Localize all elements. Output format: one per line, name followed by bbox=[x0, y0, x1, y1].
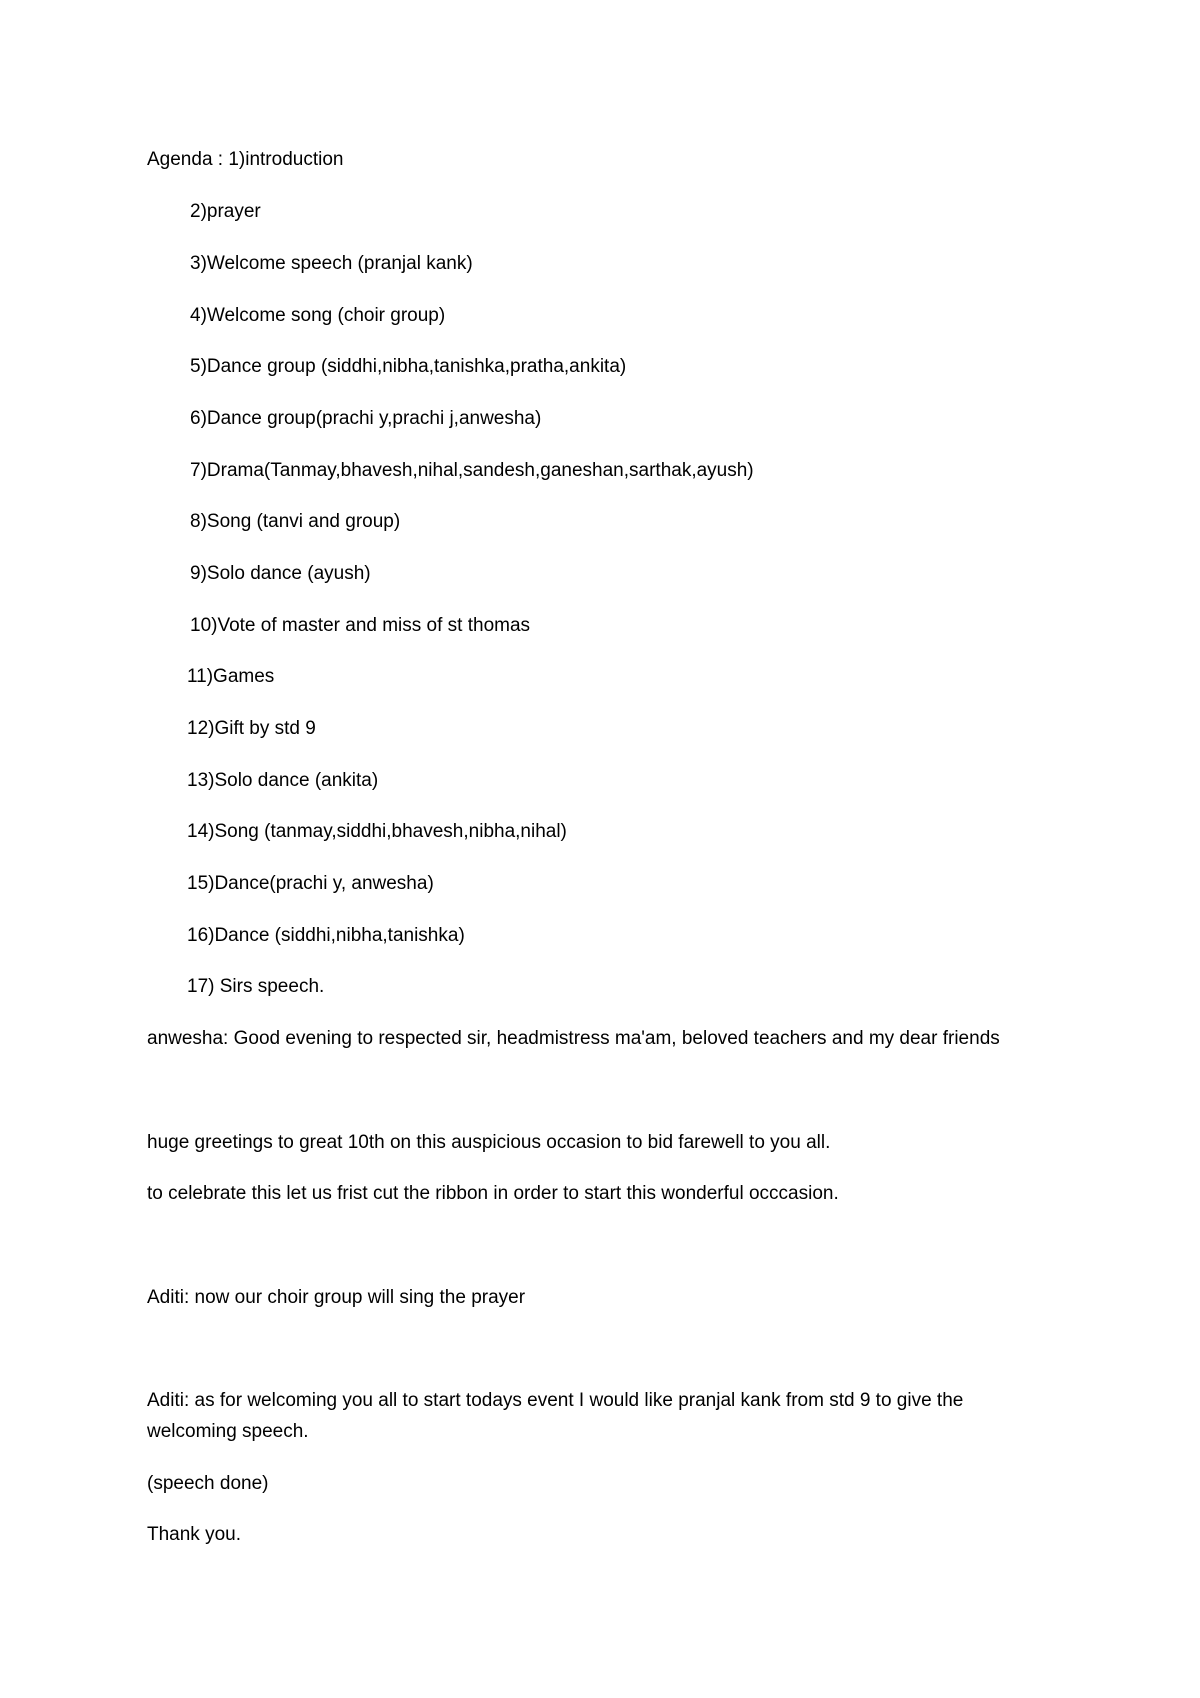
agenda-item: 10)Vote of master and miss of st thomas bbox=[190, 615, 531, 636]
agenda-item: 2)prayer bbox=[190, 201, 261, 222]
agenda-item: 7)Drama(Tanmay,bhavesh,nihal,sandesh,ganeshan,sarthak,ayush) bbox=[190, 460, 754, 481]
agenda-item: 4)Welcome song (choir group) bbox=[190, 305, 446, 326]
agenda-heading: Agenda : 1)introduction bbox=[147, 149, 344, 170]
agenda-item: 9)Solo dance (ayush) bbox=[190, 563, 371, 584]
agenda-item: 12)Gift by std 9 bbox=[187, 718, 316, 739]
paragraph: huge greetings to great 10th on this auspicious occasion to bid farewell to you all. bbox=[147, 1132, 831, 1153]
agenda-item: 5)Dance group (siddhi,nibha,tanishka,pratha,ankita) bbox=[190, 356, 627, 377]
paragraph: (speech done) bbox=[147, 1473, 269, 1494]
paragraph: to celebrate this let us frist cut the ribbon in order to start this wonderful occcasion. bbox=[147, 1183, 839, 1204]
agenda-item: 16)Dance (siddhi,nibha,tanishka) bbox=[187, 925, 465, 946]
agenda-item: 13)Solo dance (ankita) bbox=[187, 770, 379, 791]
agenda-item: 8)Song (tanvi and group) bbox=[190, 511, 401, 532]
paragraph: anwesha: Good evening to respected sir, headmistress ma'am, beloved teachers and my dear friends bbox=[147, 1028, 1000, 1049]
agenda-item: 3)Welcome speech (pranjal kank) bbox=[190, 253, 473, 274]
agenda-item: 6)Dance group(prachi y,prachi j,anwesha) bbox=[190, 408, 542, 429]
paragraph: Thank you. bbox=[147, 1524, 241, 1545]
agenda-item: 11)Games bbox=[187, 666, 275, 687]
paragraph: Aditi: now our choir group will sing the prayer bbox=[147, 1287, 526, 1308]
agenda-item: 14)Song (tanmay,siddhi,bhavesh,nibha,nihal) bbox=[187, 821, 567, 842]
agenda-item: 17) Sirs speech. bbox=[187, 976, 325, 997]
agenda-item: 15)Dance(prachi y, anwesha) bbox=[187, 873, 434, 894]
paragraph: Aditi: as for welcoming you all to start todays event I would like pranjal kank from std 9 to give the welcoming speech. bbox=[147, 1390, 964, 1442]
